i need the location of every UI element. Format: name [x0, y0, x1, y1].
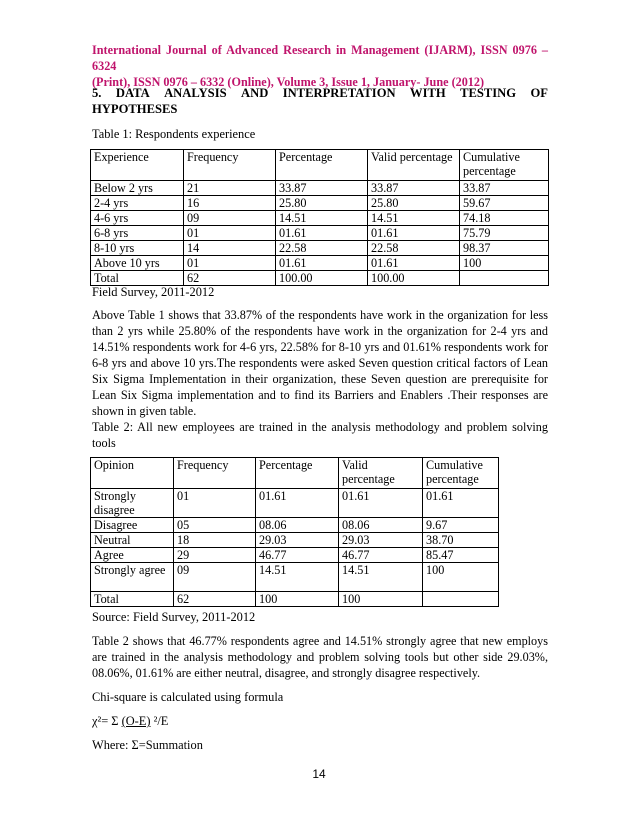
journal-header-line-2: (Print), ISSN 0976 – 6332 (Online), Volume 3, Issue 1, January- June (2012): [92, 75, 485, 89]
table-cell: 29.03: [256, 533, 339, 548]
paragraph-1: Above Table 1 shows that 33.87% of the respondents have work in the organization for less than 2 yrs while 25.80% of the respondents have work in the organization for 2-4 yrs and 14.51% respondents work for 4-6 yrs, 22.58% for 8-10 yrs and 01.61% respondents work for 6-8 yrs and above 10 yrs.The respondents were asked Seven question critical factors of Lean Six Sigma Implementation in their organization, these Seven question are prerequisite for Lean Six Sigma implementation and to find its Barriers and Enablers .Their responses are shown in given table.: [92, 308, 548, 418]
table-cell: 100: [339, 592, 423, 607]
table-cell: 33.87: [460, 181, 549, 196]
table2-header-cell: Percentage: [256, 458, 339, 489]
table2-header-row: [91, 458, 499, 489]
table-cell: 38.70: [423, 533, 499, 548]
table-row: [91, 211, 549, 226]
table-cell: [460, 271, 549, 286]
table-cell: 21: [184, 181, 276, 196]
table-cell: 33.87: [368, 181, 460, 196]
table-cell: 100.00: [368, 271, 460, 286]
formula-numerator: (O-E): [121, 714, 151, 728]
table-cell: 25.80: [276, 196, 368, 211]
heading-word: TESTING: [460, 86, 517, 100]
table-cell: 29.03: [339, 533, 423, 548]
table-cell: 14.51: [368, 211, 460, 226]
table-cell: 62: [174, 592, 256, 607]
table2-source: Source: Field Survey, 2011-2012: [92, 610, 256, 624]
table-cell: 46.77: [339, 548, 423, 563]
table-cell: 75.79: [460, 226, 549, 241]
chi-square-intro: Chi-square is calculated using formula: [92, 690, 284, 704]
table-cell: 14.51: [256, 563, 339, 592]
table-cell: Disagree: [91, 518, 174, 533]
table-cell: 09: [174, 563, 256, 592]
table1-header-cell: Cumulative percentage: [460, 150, 549, 181]
heading-word: INTERPRETATION: [282, 86, 396, 100]
table-cell: 01: [174, 489, 256, 518]
table2-header-cell: Valid percentage: [339, 458, 423, 489]
journal-header: [92, 42, 548, 90]
table2-caption: Table 2: All new employees are trained in the analysis methodology and problem solving tools: [92, 420, 548, 450]
table-cell: 59.67: [460, 196, 549, 211]
section-heading-line-2: HYPOTHESES: [92, 102, 178, 116]
table2: [90, 457, 499, 607]
formula-prefix: χ²= Σ: [92, 714, 122, 728]
table-cell: 01.61: [368, 256, 460, 271]
heading-word: OF: [530, 86, 548, 100]
table-row: [91, 226, 549, 241]
table-cell: Strongly disagree: [91, 489, 174, 518]
heading-word: WITH: [409, 86, 446, 100]
table-cell: 62: [184, 271, 276, 286]
table-cell: Below 2 yrs: [91, 181, 184, 196]
table-cell: 01.61: [276, 226, 368, 241]
table-row: [91, 548, 499, 563]
table-cell: 8-10 yrs: [91, 241, 184, 256]
table-row: [91, 533, 499, 548]
journal-header-line-1: International Journal of Advanced Research in Management (IJARM), ISSN 0976 – 6324: [92, 43, 548, 73]
heading-word: DATA: [115, 86, 150, 100]
table-cell: 08.06: [339, 518, 423, 533]
table-cell: 9.67: [423, 518, 499, 533]
table2-header-cell: Cumulative percentage: [423, 458, 499, 489]
table-cell: 4-6 yrs: [91, 211, 184, 226]
heading-word: 5.: [92, 86, 102, 100]
table-cell: 01.61: [339, 489, 423, 518]
table2-header-cell: Frequency: [174, 458, 256, 489]
table1-header-cell: Valid percentage: [368, 150, 460, 181]
table-cell: 14: [184, 241, 276, 256]
table-row: [91, 196, 549, 211]
table-cell: Agree: [91, 548, 174, 563]
table-cell: [423, 592, 499, 607]
table-cell: 22.58: [368, 241, 460, 256]
table-row: [91, 518, 499, 533]
table-cell: 100: [460, 256, 549, 271]
table-cell: 14.51: [276, 211, 368, 226]
table-cell: 29: [174, 548, 256, 563]
table-row: [91, 592, 499, 607]
table1-header-row: [91, 150, 549, 181]
table2-header-cell: Opinion: [91, 458, 174, 489]
paragraph-2: Table 2 shows that 46.77% respondents agree and 14.51% strongly agree that new employs are trained in the analysis methodology and problem solving tools but other side 29.03%, 08.06%, 01.61% are either neutral, disagree, and strongly disagree respectively.: [92, 634, 548, 680]
table-cell: 05: [174, 518, 256, 533]
table-cell: 01.61: [256, 489, 339, 518]
table-row: [91, 489, 499, 518]
table-cell: 22.58: [276, 241, 368, 256]
table1-header-cell: Percentage: [276, 150, 368, 181]
formula-suffix: ²/E: [150, 714, 169, 728]
table-cell: 01: [184, 226, 276, 241]
table1-header-cell: Frequency: [184, 150, 276, 181]
table-row: [91, 241, 549, 256]
table-cell: 98.37: [460, 241, 549, 256]
section-heading: [92, 85, 548, 117]
table-cell: 25.80: [368, 196, 460, 211]
table-cell: 01.61: [423, 489, 499, 518]
table-cell: 100.00: [276, 271, 368, 286]
table1-header-cell: Experience: [91, 150, 184, 181]
table-cell: 09: [184, 211, 276, 226]
table-row: [91, 563, 499, 592]
table-cell: 01.61: [276, 256, 368, 271]
table-row: [91, 181, 549, 196]
table-row: [91, 256, 549, 271]
table-cell: 18: [174, 533, 256, 548]
table-cell: 74.18: [460, 211, 549, 226]
table-cell: 01.61: [368, 226, 460, 241]
table-cell: 14.51: [339, 563, 423, 592]
page-number: 14: [312, 767, 326, 781]
table-cell: 100: [256, 592, 339, 607]
table-cell: 100: [423, 563, 499, 592]
heading-word: AND: [241, 86, 269, 100]
section-heading-line-1: [92, 85, 548, 101]
table-cell: 33.87: [276, 181, 368, 196]
table-cell: Total: [91, 271, 184, 286]
table-cell: 08.06: [256, 518, 339, 533]
table-cell: 6-8 yrs: [91, 226, 184, 241]
where-line: Where: Σ=Summation: [92, 738, 203, 752]
table-cell: 01: [184, 256, 276, 271]
table-cell: 85.47: [423, 548, 499, 563]
table-cell: 46.77: [256, 548, 339, 563]
table-cell: Strongly agree: [91, 563, 174, 592]
table-cell: Total: [91, 592, 174, 607]
table1: [90, 149, 549, 286]
chi-square-formula: [92, 713, 168, 729]
table-cell: 16: [184, 196, 276, 211]
table-cell: Above 10 yrs: [91, 256, 184, 271]
heading-word: ANALYSIS: [164, 86, 227, 100]
table1-source: Field Survey, 2011-2012: [92, 285, 215, 299]
table-cell: Neutral: [91, 533, 174, 548]
table-cell: 2-4 yrs: [91, 196, 184, 211]
table1-caption: Table 1: Respondents experience: [92, 127, 256, 141]
